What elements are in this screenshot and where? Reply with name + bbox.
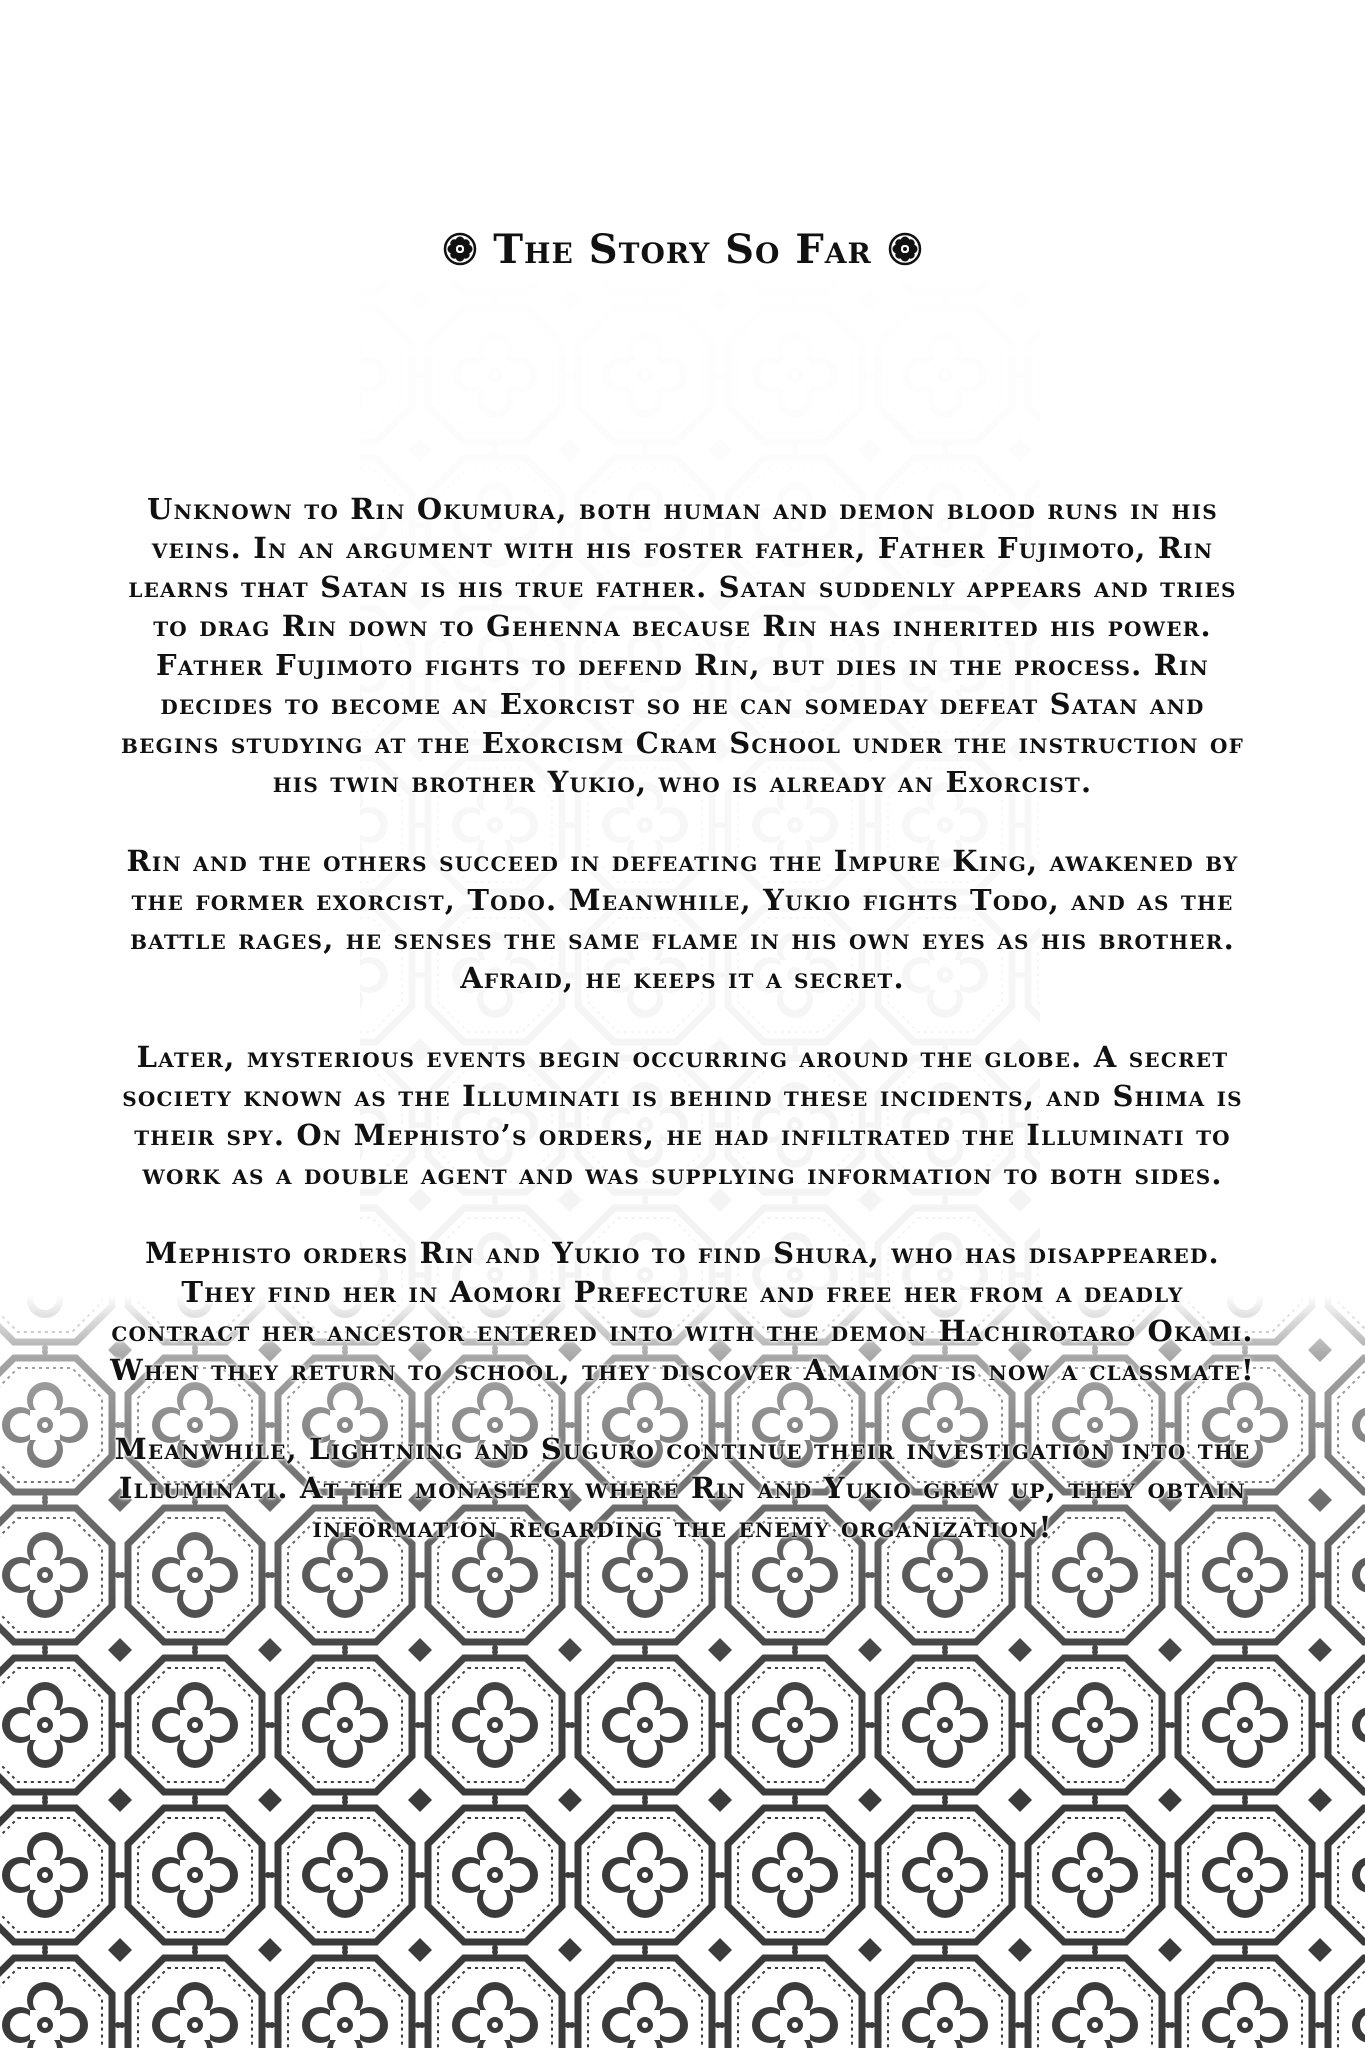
story-text — [110, 490, 1255, 1587]
story-paragraph: Rin and the others succeed in defeating the Impure King, awakened by the former exorcist, Todo. Meanwhile, Yukio fights Todo, and as the battle rages, he senses the same flame in his own eyes as his brother. Afraid, he keeps it a secret. — [126, 844, 1239, 995]
story-paragraph: Unknown to Rin Okumura, both human and demon blood runs in his veins. In an argument with his foster father, Father Fujimoto, Rin learns that Satan is his true father. Satan suddenly appears and tries to drag Rin down to Gehenna because Rin has inherited his power. Father Fujimoto fights to defend Rin, but dies in the process. Rin decides to become an Exorcist so he can someday defeat Satan and begins studying at the Exorcism Cram School under the instruction of his twin brother Yukio, who is already an Exorcist. — [121, 492, 1244, 799]
page-title: The Story So Far — [493, 226, 872, 273]
page-title-row — [0, 222, 1365, 278]
story-paragraph: Later, mysterious events begin occurring around the globe. A secret society known as the Illuminati is behind these incidents, and Shima is their spy. On Mephisto’s orders, he had infiltrated the Illuminati to work as a double agent and was supplying information to both sides. — [122, 1040, 1243, 1191]
story-paragraph: Meanwhile, Lightning and Suguro continue their investigation into the Illuminati. At the monastery where Rin and Yukio grew up, they obtain information regarding the enemy organization! — [114, 1432, 1251, 1544]
rosette-icon — [443, 232, 477, 266]
rosette-icon — [888, 232, 922, 266]
story-paragraph: Mephisto orders Rin and Yukio to find Shura, who has disappeared. They find her in Aomori Prefecture and free her from a deadly contract her ancestor entered into with the demon Hachirotaro Okami. When they return to school, they discover Amaimon is now a classmate! — [110, 1236, 1255, 1387]
